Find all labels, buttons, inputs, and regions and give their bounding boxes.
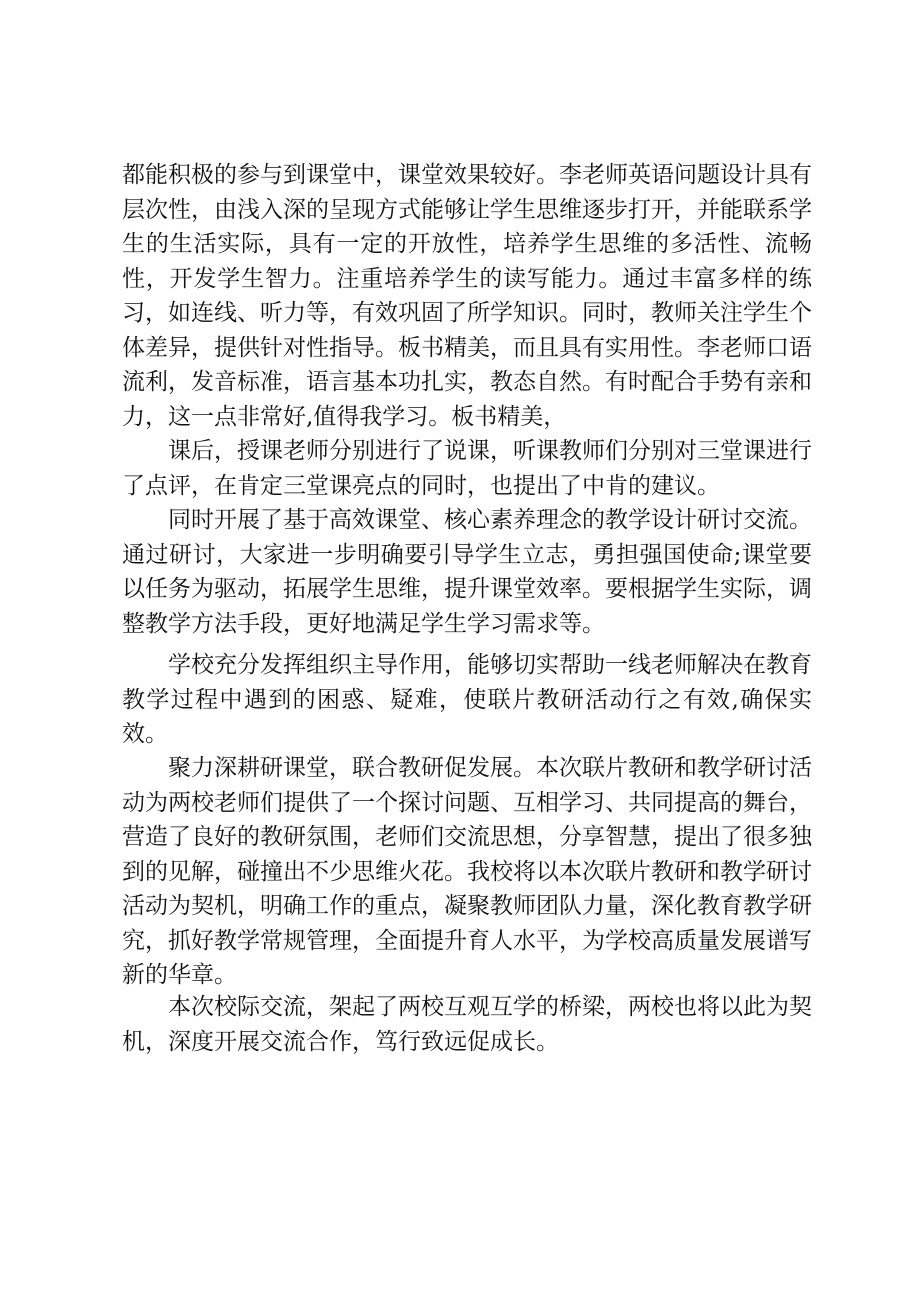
paragraph-exchange-summary: 本次校际交流，架起了两校互观互学的桥梁，两校也将以此为契机，深度开展交流合作，笃行致远促成长。 [122,994,812,1055]
paragraph-after-class: 课后，授课老师分别进行了说课，听课教师们分别对三堂课进行了点评，在肯定三堂课亮点的同时，也提出了中肯的建议。 [122,438,812,499]
paragraph-school-role: 学校充分发挥组织主导作用，能够切实帮助一线老师解决在教育教学过程中遇到的困惑、疑难，使联片教研活动行之有效,确保实效。 [122,652,812,747]
paragraph-design-discussion: 同时开展了基于高效课堂、核心素养理念的教学设计研讨交流。通过研讨，大家进一步明确要引导学生立志，勇担强国使命;课堂要以任务为驱动，拓展学生思维，提升课堂效率。要根据学生实际，调整教学方法手段，更好地满足学生学习需求等。 [122,507,812,637]
paragraph-joint-research: 聚力深耕研课堂，联合教研促发展。本次联片教研和教学研讨活动为两校老师们提供了一个探讨问题、互相学习、共同提高的舞台，营造了良好的教研氛围，老师们交流思想，分享智慧，提出了很多独到的见解，碰撞出不少思维火花。我校将以本次联片教研和教学研讨活动为契机，明确工作的重点，凝聚教师团队力量，深化教育教学研究，抓好教学常规管理，全面提升育人水平，为学校高质量发展谱写新的华章。 [122,755,812,988]
paragraph-lesson-review: 都能积极的参与到课堂中，课堂效果较好。李老师英语问题设计具有层次性，由浅入深的呈现方式能够让学生思维逐步打开，并能联系学生的生活实际，具有一定的开放性，培养学生思维的多活性、流畅性，开发学生智力。注重培养学生的读写能力。通过丰富多样的练习，如连线、听力等，有效巩固了所学知识。同时，教师关注学生个体差异，提供针对性指导。板书精美，而且具有实用性。李老师口语流利，发音标准，语言基本功扎实，教态自然。有时配合手势有亲和力，这一点非常好,值得我学习。板书精美， [122,162,812,430]
